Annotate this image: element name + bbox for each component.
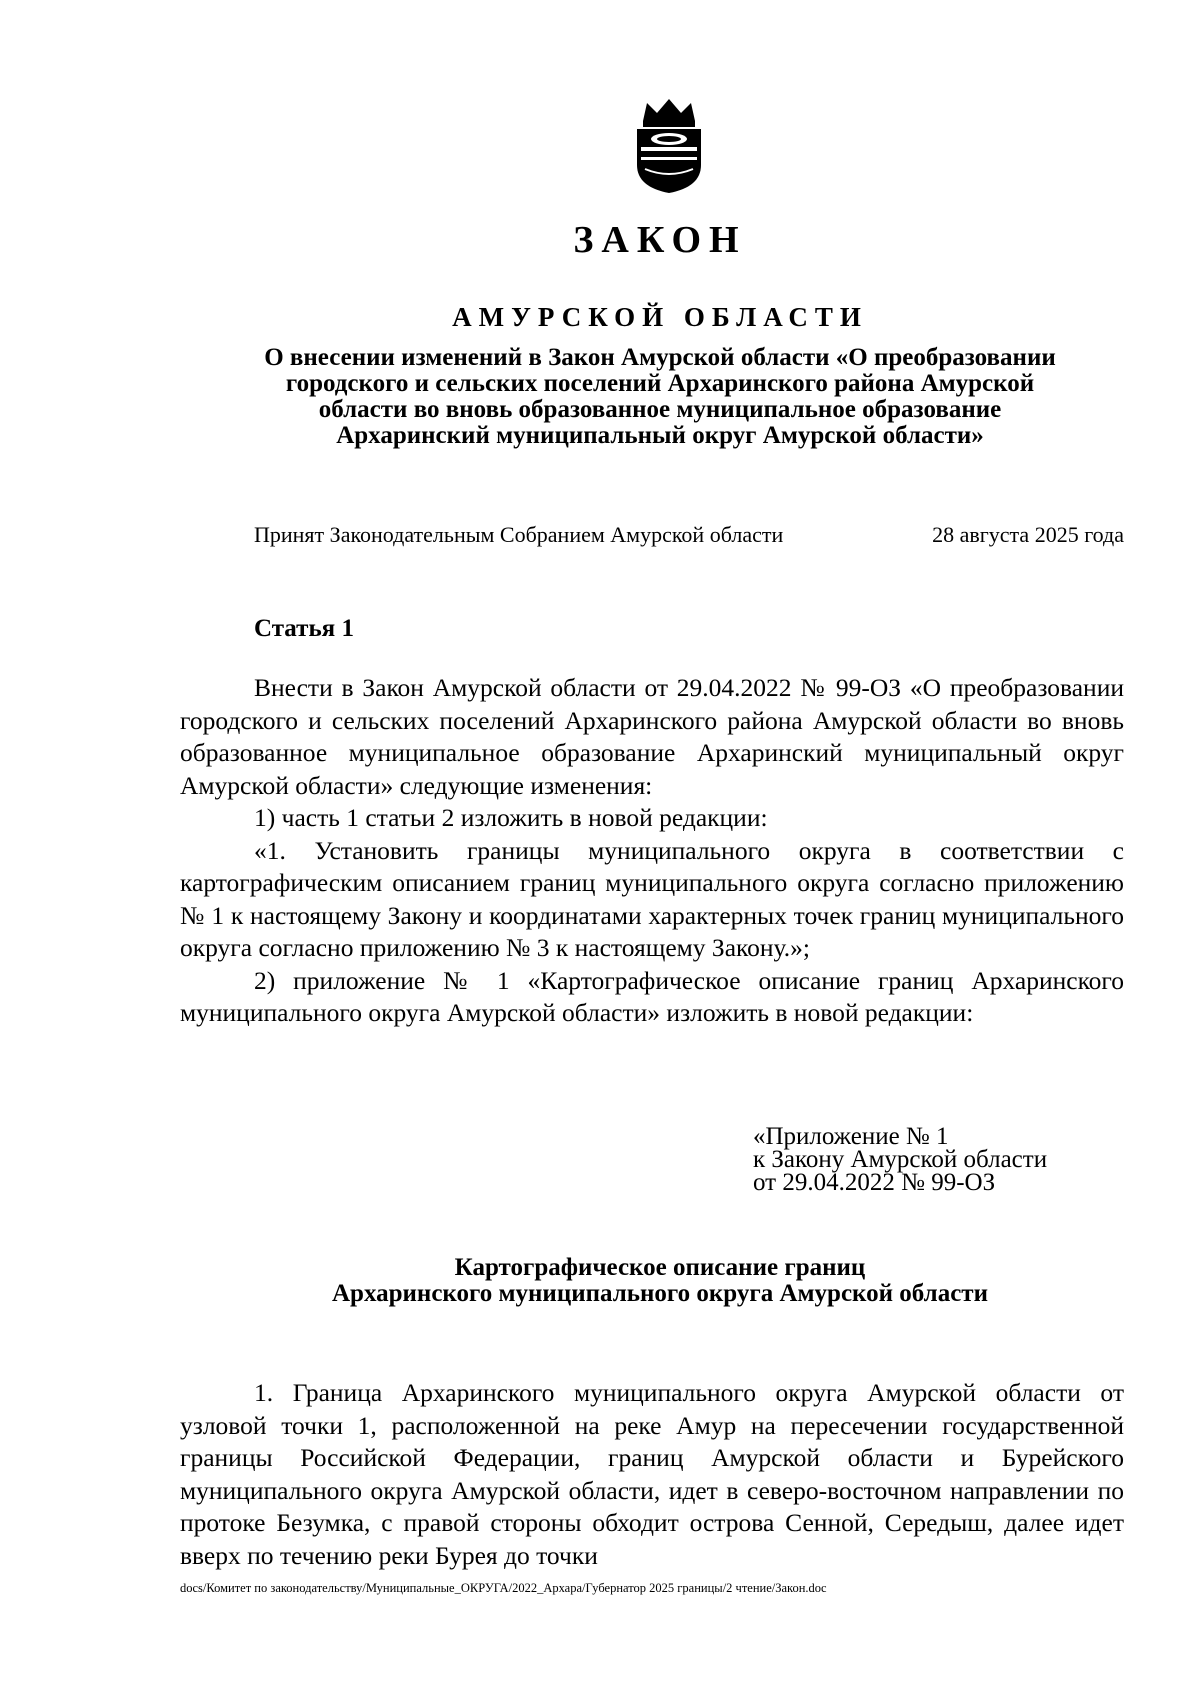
section-body xyxy=(180,1377,1124,1572)
appendix-line: к Закону Амурской области xyxy=(753,1146,1048,1173)
document-title: ЗАКОН xyxy=(573,219,747,261)
heading-line: городского и сельских поселений Архаринского района Амурской xyxy=(285,370,1035,397)
amur-oblast-coat-of-arms-icon xyxy=(629,95,709,195)
paragraph: 1) часть 1 статьи 2 изложить в новой редакции: xyxy=(254,803,768,832)
heading-line: О внесении изменений в Закон Амурской области «О преобразовании xyxy=(264,344,1056,371)
article-title: Статья 1 xyxy=(254,615,354,642)
heading-line: области во вновь образованное муниципальное образование xyxy=(318,396,1002,423)
paragraph: «1. Установить границы муниципального округа в соответствии с картографическим описанием границ муниципального округа согласно приложению № 1 к настоящему Закону и координатами характерных точек границ муниципального округа согласно приложению № 3 к настоящему Закону.»; xyxy=(180,835,1124,962)
footer-file-path: docs/Комитет по законодательству/Муниципальные_ОКРУГА/2022_Архара/Губернатор 2025 границы/2 чтение/Закон.doc xyxy=(180,1581,827,1595)
paragraph: Внести в Закон Амурской области от 29.04.2022 № 99-ОЗ «О преобразовании городского и сельских поселений Архаринского района Амурской области во вновь образованное муниципальное образование Архаринский муниципальный округ Амурской области» следующие изменения: xyxy=(180,673,1124,800)
appendix-line: «Приложение № 1 xyxy=(753,1123,949,1150)
section-heading-line: Картографическое описание границ xyxy=(454,1254,866,1281)
article-body xyxy=(180,672,1124,1030)
paragraph: 1. Граница Архаринского муниципального округа Амурской области от узловой точки 1, расположенной на реке Амур на пересечении государственной границы Российской Федерации, границ Амурской области и Бурейского муниципального округа Амурской области, идет в северо-восточном направлении по протоке Безумка, с правой стороны обходит острова Сенной, Середыш, далее идет вверх по течению реки Бурея до точки xyxy=(180,1378,1124,1570)
section-heading xyxy=(190,1255,1130,1307)
document-subtitle: АМУРСКОЙ ОБЛАСТИ xyxy=(452,302,868,332)
adopted-by: Принят Законодательным Собранием Амурской области xyxy=(254,522,784,547)
appendix-line: от 29.04.2022 № 99-ОЗ xyxy=(753,1169,996,1196)
appendix-reference xyxy=(753,1125,1047,1194)
adopted-date: 28 августа 2025 года xyxy=(932,522,1124,547)
section-heading-line: Архаринского муниципального округа Амурской области xyxy=(332,1280,988,1307)
heading-line: Архаринский муниципальный округ Амурской области» xyxy=(336,422,984,449)
paragraph: 2) приложение № 1 «Картографическое описание границ Архаринского муниципального округа Амурской области» изложить в новой редакции: xyxy=(180,965,1124,1027)
law-heading xyxy=(190,345,1130,449)
